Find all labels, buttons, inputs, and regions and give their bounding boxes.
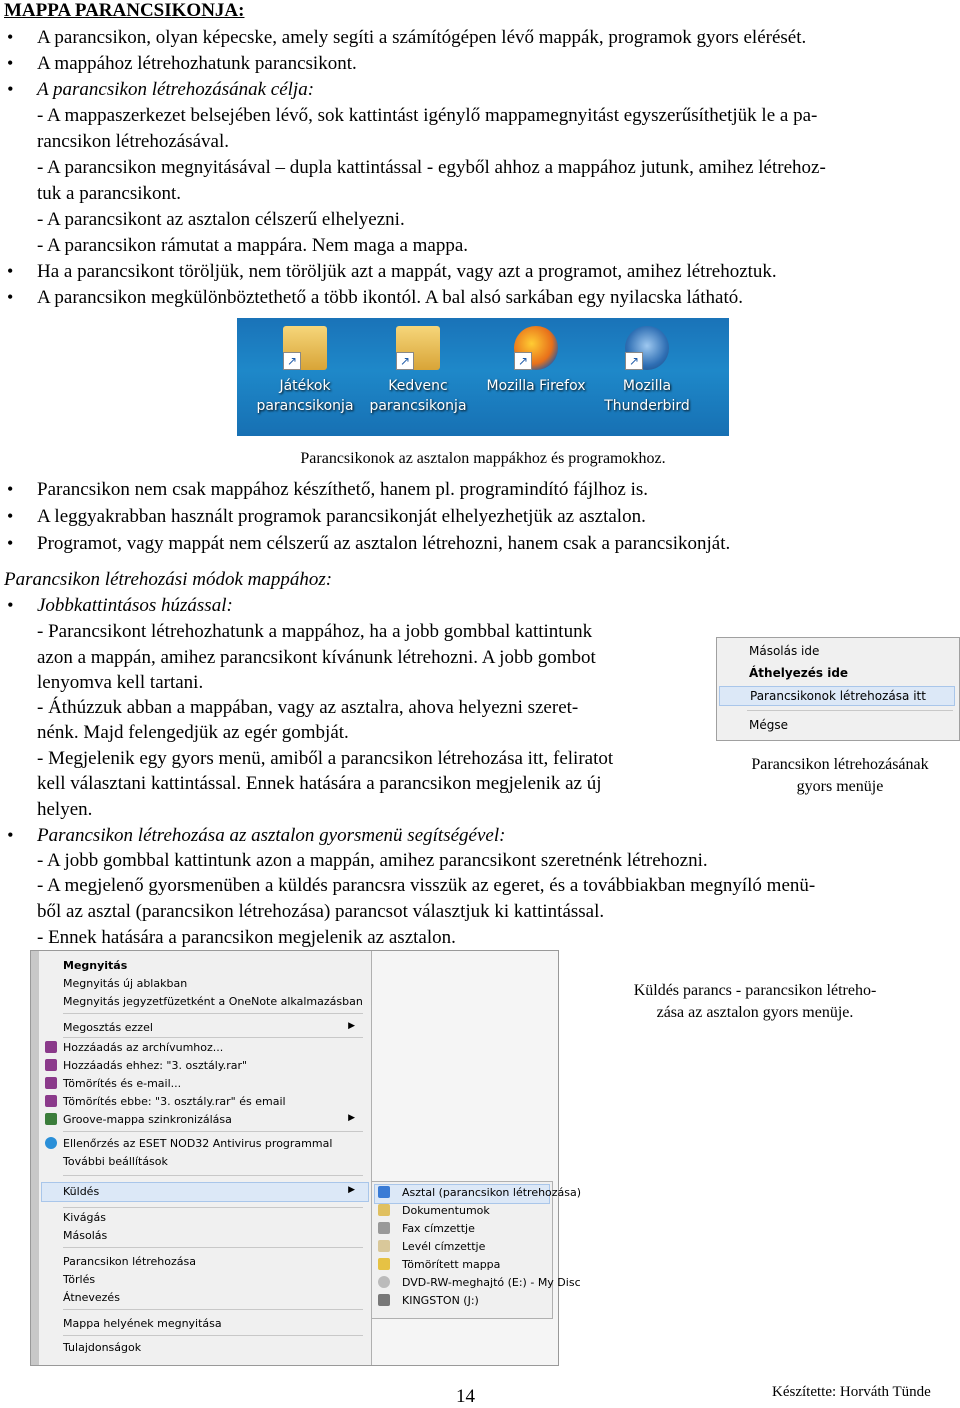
desktop-icon[interactable]: ↗ Játékok parancsikonja <box>245 326 365 416</box>
winrar-icon <box>45 1041 57 1053</box>
menu-item[interactable]: Tömörítés ebbe: "3. osztály.rar" és email <box>63 1095 286 1108</box>
menu-separator <box>63 1013 363 1014</box>
author-credit: Készítette: Horváth Tünde <box>772 1384 931 1400</box>
text-line: azon a mappán, amihez parancsikont kívánunk létrehozni. A jobb gombot <box>37 647 596 668</box>
figure-caption: Parancsikonok az asztalon mappákhoz és programokhoz. <box>300 450 666 467</box>
menu-separator <box>63 1309 363 1310</box>
text-line: rancsikon létrehozásával. <box>37 131 230 152</box>
menu-separator <box>63 1335 363 1336</box>
text-line: - Parancsikont létrehozhatunk a mappához, ha a jobb gombbal kattintunk <box>37 621 593 642</box>
text-line: • A parancsikon, olyan képecske, amely segíti a számítógépen lévő mappák, programok gyors elérését. <box>37 25 806 50</box>
submenu-item[interactable]: Fax címzettje <box>402 1222 475 1235</box>
text-line: tuk a parancsikont. <box>37 183 182 204</box>
menu-item-copy-here[interactable]: Másolás ide <box>749 644 820 658</box>
figure-caption: Küldés parancs - parancsikon létreho- zása az asztalon gyors menüje. <box>633 982 877 1021</box>
mail-icon <box>378 1240 390 1252</box>
drag-context-menu <box>716 637 960 741</box>
menu-item[interactable]: További beállítások <box>63 1155 168 1168</box>
menu-separator <box>63 1175 363 1176</box>
menu-item-move-here[interactable]: Áthelyezés ide <box>749 666 849 680</box>
text-line: helyen. <box>37 799 93 820</box>
text-line: lenyomva kell tartani. <box>37 672 204 693</box>
chevron-right-icon: ▶ <box>348 1113 355 1123</box>
desktop-icons-image <box>237 318 729 436</box>
submenu-item[interactable]: KINGSTON (J:) <box>402 1294 479 1307</box>
usb-drive-icon <box>378 1294 390 1306</box>
menu-item[interactable]: Kivágás <box>63 1211 106 1224</box>
menu-item-cancel[interactable]: Mégse <box>749 718 788 732</box>
text-line: - A parancsikon megnyitásával – dupla kattintással - egyből ahhoz a mappához jutunk, amihez létrehoz- <box>37 157 826 178</box>
menu-item-send-to[interactable]: Küldés ▶ <box>63 1185 355 1198</box>
text-line: • Parancsikon nem csak mappához készíthető, hanem pl. programindító fájlhoz is. <box>37 477 648 502</box>
desktop-icon <box>378 1186 390 1198</box>
send-to-context-menu <box>30 950 582 1366</box>
submenu-item-desktop[interactable]: Asztal (parancsikon létrehozása) <box>402 1186 582 1199</box>
menu-item[interactable]: Átnevezés <box>63 1291 120 1304</box>
menu-item-open[interactable]: Megnyitás <box>63 959 128 972</box>
text-line: - Áthúzzuk abban a mappában, vagy az asztalra, ahova helyezni szeret- <box>37 697 579 718</box>
subsection-heading: • Jobbkattintásos húzással: <box>37 593 233 618</box>
submenu-item[interactable]: Levél címzettje <box>402 1240 486 1253</box>
menu-item[interactable]: Mappa helyének megnyitása <box>63 1317 222 1330</box>
menu-separator <box>63 1037 363 1038</box>
section-heading: Parancsikon létrehozási módok mappához: <box>4 569 333 590</box>
subsection-heading: • Parancsikon létrehozása az asztalon gyorsmenü segítségével: <box>37 823 505 848</box>
text-line: - A megjelenő gyorsmenüben a küldés parancsra visszük az egeret, és a továbbiakban megnyíló menü- <box>37 875 816 896</box>
text-line: • A parancsikon megkülönböztethető a több ikontól. A bal alsó sarkában egy nyilacska látható. <box>37 285 743 310</box>
submenu-item[interactable]: Tömörített mappa <box>402 1258 501 1271</box>
eset-icon <box>45 1137 57 1149</box>
menu-separator <box>63 1131 363 1132</box>
text-line: kell választani kattintással. Ennek hatására a parancsikon megjelenik az új <box>37 773 602 794</box>
submenu-item[interactable]: DVD-RW-meghajtó (E:) - My Disc <box>402 1276 581 1289</box>
groove-icon <box>45 1113 57 1125</box>
chevron-right-icon: ▶ <box>348 1021 355 1031</box>
text-line: - Ennek hatására a parancsikon megjelenik az asztalon. <box>37 927 456 948</box>
menu-item[interactable]: Ellenőrzés az ESET NOD32 Antivirus programmal <box>63 1137 333 1150</box>
send-to-submenu <box>371 1181 582 1319</box>
text-line: - A parancsikont az asztalon célszerű elhelyezni. <box>37 209 405 230</box>
page-number: 14 <box>456 1386 475 1407</box>
folder-icon: ↗ <box>283 326 327 370</box>
text-line: • Programot, vagy mappát nem célszerű az asztalon létrehozni, hanem csak a parancsikonját. <box>37 531 730 556</box>
main-menu <box>39 951 372 1365</box>
text-line: • Ha a parancsikont töröljük, nem töröljük azt a mappát, vagy azt a programot, amihez létrehoztuk. <box>37 259 777 284</box>
text-line: • A mappához létrehozhatunk parancsikont. <box>37 51 357 76</box>
text-line: • A leggyakrabban használt programok parancsikonját elhelyezhetjük az asztalon. <box>37 504 646 529</box>
menu-item[interactable]: Tömörítés és e-mail... <box>63 1077 182 1090</box>
dvd-icon <box>378 1276 390 1288</box>
zip-folder-icon <box>378 1258 390 1270</box>
menu-item[interactable]: Parancsikon létrehozása <box>63 1255 196 1268</box>
text-line: nénk. Majd felengedjük az egér gombját. <box>37 722 349 743</box>
firefox-icon: ↗ <box>514 326 558 370</box>
folder-icon: ↗ <box>396 326 440 370</box>
menu-item-create-shortcut-here[interactable]: Parancsikonok létrehozása itt <box>719 686 955 706</box>
text-line: ből az asztal (parancsikon létrehozása) parancsot választjuk ki kattintással. <box>37 901 605 922</box>
thunderbird-icon: ↗ <box>625 326 669 370</box>
menu-item[interactable]: Megnyitás új ablakban <box>63 977 188 990</box>
menu-item[interactable]: Hozzáadás az archívumhoz... <box>63 1041 224 1054</box>
menu-item[interactable]: Megnyitás jegyzetfüzetként a OneNote alkalmazásban <box>63 995 363 1008</box>
menu-separator <box>63 1247 363 1248</box>
desktop-icon[interactable]: ↗ Kedvenc parancsikonja <box>358 326 478 416</box>
menu-item[interactable]: Hozzáadás ehhez: "3. osztály.rar" <box>63 1059 248 1072</box>
text-line: - A jobb gombbal kattintunk azon a mappán, amihez parancsikont szeretnénk létrehozni. <box>37 850 708 871</box>
menu-separator <box>63 1207 363 1208</box>
menu-item[interactable]: Tulajdonságok <box>63 1341 142 1354</box>
desktop-icon[interactable]: ↗ Mozilla Thunderbird <box>587 326 707 416</box>
menu-item[interactable]: Törlés <box>63 1273 96 1286</box>
text-line: - Megjelenik egy gyors menü, amiből a parancsikon létrehozása itt, feliratot <box>37 748 614 769</box>
text-line: - A parancsikon rámutat a mappára. Nem maga a mappa. <box>37 235 469 256</box>
menu-item[interactable]: Megosztás ezzel ▶ <box>63 1021 355 1034</box>
chevron-right-icon: ▶ <box>348 1185 355 1195</box>
text-line: - A mappaszerkezet belsejében lévő, sok kattintást igénylő mappamegnyitást egyszerűsíthetjük le a pa- <box>37 105 818 126</box>
figure-caption: Parancsikon létrehozásának gyors menüje <box>751 756 929 795</box>
documents-icon <box>378 1204 390 1216</box>
winrar-icon <box>45 1095 57 1107</box>
menu-item[interactable]: Másolás <box>63 1229 108 1242</box>
fax-icon <box>378 1222 390 1234</box>
winrar-icon <box>45 1059 57 1071</box>
submenu-item[interactable]: Dokumentumok <box>402 1204 490 1217</box>
winrar-icon <box>45 1077 57 1089</box>
page-title: MAPPA PARANCSIKONJA: <box>4 0 245 21</box>
menu-separator <box>747 710 953 711</box>
desktop-icon[interactable]: ↗ Mozilla Firefox <box>471 326 601 396</box>
text-line: • A parancsikon létrehozásának célja: <box>37 77 314 102</box>
menu-item[interactable]: Groove-mappa szinkronizálása ▶ <box>63 1113 355 1126</box>
